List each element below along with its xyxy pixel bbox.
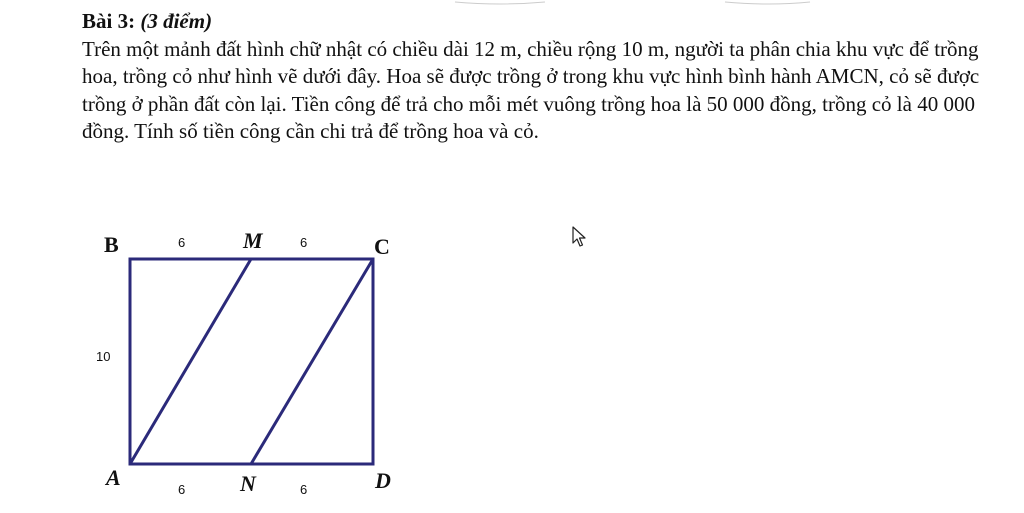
length-an: 6 [178, 482, 186, 497]
rectangle-abcd [130, 259, 373, 464]
mouse-pointer-icon [572, 226, 588, 248]
problem-points: (3 điểm) [140, 9, 213, 33]
vertex-c: C [374, 234, 390, 259]
vertex-m: M [243, 228, 263, 253]
segment-nc [251, 259, 373, 464]
vertex-n: N [240, 471, 256, 496]
vertex-d: D [375, 468, 391, 493]
problem-text: Trên một mảnh đất hình chữ nhật có chiều dài 12 m, chiều rộng 10 m, người ta phân chia khu vực để trồng hoa, trồng cỏ như hình vẽ dưới đây. Hoa sẽ được trồng ở trong khu vực hình bình hành AMCN, cỏ sẽ được trồng ở phần đất còn lại. Tiền công để trả cho mỗi mét vuông trồng hoa là 50 000 đồng, trồng cỏ là 40 000 đồng. Tính số tiền công cần chi trả để trồng hoa và cỏ. [82, 36, 980, 143]
length-nd: 6 [300, 482, 308, 497]
length-ab: 10 [96, 349, 111, 364]
vertex-b: B [104, 232, 119, 257]
length-mc: 6 [300, 235, 308, 250]
vertex-a: A [106, 465, 121, 490]
length-bm: 6 [178, 235, 186, 250]
problem-label: Bài 3: [82, 9, 136, 33]
segment-am [130, 259, 251, 464]
